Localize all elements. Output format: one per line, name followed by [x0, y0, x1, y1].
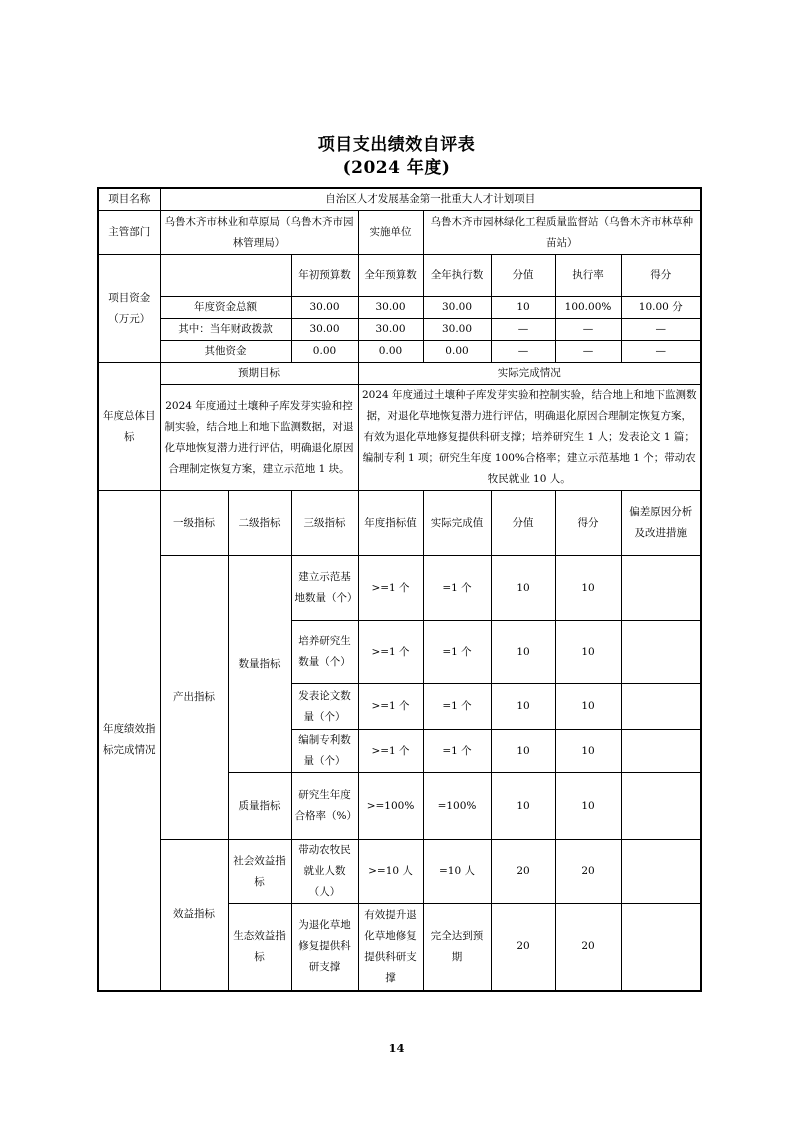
impl-label-cell: 实施单位: [358, 211, 423, 255]
funding-col-header-exec-rate: 执行率: [555, 255, 621, 297]
level3-indicator-cell: 培养研究生数量（个）: [291, 621, 358, 684]
funding-value-cell: 30.00: [423, 319, 491, 341]
funding-value-cell: —: [621, 319, 701, 341]
department-row: [98, 211, 701, 255]
funding-value-cell: 100.00%: [555, 297, 621, 319]
indicator-row: [98, 840, 701, 904]
level2-social-benefit-cell: 社会效益指标: [228, 840, 291, 904]
points-cell: 10: [491, 730, 555, 773]
dept-label-cell: 主管部门: [98, 211, 160, 255]
level2-eco-benefit-cell: 生态效益指标: [228, 904, 291, 991]
target-value-cell: 有效提升退化草地修复提供科研支撑: [358, 904, 423, 991]
document-title-block: [0, 134, 793, 180]
actual-goal-text-cell: 2024 年度通过土壤种子库发芽实验和控制实验，结合地上和地下监测数据，对退化草地恢复潜力进行评估，明确退化原因合理制定恢复方案，有效为退化草地修复提供科研支撑；培养研究生 1 人；发表论文 1 篇；编制专利 1 项；研究生年度 100%合格率；建立示范基地 1 个；带动农牧民就业 10 人。: [358, 385, 701, 491]
funding-header-row: [98, 255, 701, 297]
funding-col-header-initial-budget: 年初预算数: [291, 255, 358, 297]
target-value-cell: >=10 人: [358, 840, 423, 904]
actual-value-cell: =1 个: [423, 556, 491, 621]
indicator-col-header-level3: 三级指标: [291, 491, 358, 556]
indicators-section-label-cell: 年度绩效指标完成情况: [98, 491, 160, 991]
funding-value-cell: 0.00: [291, 341, 358, 363]
deviation-cell: [621, 684, 701, 730]
deviation-cell: [621, 773, 701, 840]
goal-text-row: [98, 385, 701, 491]
funding-value-cell: —: [555, 341, 621, 363]
target-value-cell: >=1 个: [358, 684, 423, 730]
funding-row-other: [98, 341, 701, 363]
funding-value-cell: 10: [491, 297, 555, 319]
points-cell: 20: [491, 840, 555, 904]
funding-value-cell: 30.00: [423, 297, 491, 319]
actual-value-cell: 完全达到预期: [423, 904, 491, 991]
deviation-cell: [621, 904, 701, 991]
funding-value-cell: —: [491, 341, 555, 363]
actual-value-cell: =1 个: [423, 621, 491, 684]
indicator-row: [98, 556, 701, 621]
funding-value-cell: 30.00: [358, 297, 423, 319]
actual-value-cell: =10 人: [423, 840, 491, 904]
level3-indicator-cell: 编制专利数量（个）: [291, 730, 358, 773]
points-cell: 20: [491, 904, 555, 991]
indicator-col-header-points: 分值: [491, 491, 555, 556]
level1-output-cell: 产出指标: [160, 556, 228, 840]
page-number: 14: [388, 1041, 405, 1055]
funding-row-label-cell: 年度资金总额: [160, 297, 291, 319]
page-title: 项目支出绩效自评表: [317, 135, 476, 155]
actual-value-cell: =100%: [423, 773, 491, 840]
level1-benefit-cell: 效益指标: [160, 840, 228, 991]
project-name-row: [98, 188, 701, 211]
funding-blank-cell: [160, 255, 291, 297]
indicator-col-header-level2: 二级指标: [228, 491, 291, 556]
score-cell: 10: [555, 773, 621, 840]
actual-value-cell: =1 个: [423, 730, 491, 773]
funding-value-cell: 0.00: [358, 341, 423, 363]
expected-goal-header-cell: 预期目标: [160, 363, 358, 385]
funding-value-cell: —: [621, 341, 701, 363]
target-value-cell: >=1 个: [358, 621, 423, 684]
funding-value-cell: —: [555, 319, 621, 341]
funding-col-header-points: 分值: [491, 255, 555, 297]
deviation-cell: [621, 556, 701, 621]
level3-indicator-cell: 研究生年度合格率（%）: [291, 773, 358, 840]
funding-row-label-cell: 其他资金: [160, 341, 291, 363]
level3-indicator-cell: 带动农牧民就业人数（人）: [291, 840, 358, 904]
impl-value-cell: 乌鲁木齐市园林绿化工程质量监督站（乌鲁木齐市林草种苗站）: [423, 211, 701, 255]
points-cell: 10: [491, 773, 555, 840]
actual-goal-header-cell: 实际完成情况: [358, 363, 701, 385]
page-subtitle: (2024 年度): [342, 158, 451, 178]
dept-value-cell: 乌鲁木齐市林业和草原局（乌鲁木齐市园林管理局）: [160, 211, 358, 255]
indicator-col-header-target: 年度指标值: [358, 491, 423, 556]
indicator-col-header-level1: 一级指标: [160, 491, 228, 556]
points-cell: 10: [491, 684, 555, 730]
funding-value-cell: 30.00: [291, 319, 358, 341]
score-cell: 20: [555, 904, 621, 991]
self-eval-table: [97, 187, 702, 992]
deviation-cell: [621, 840, 701, 904]
indicator-col-header-actual: 实际完成值: [423, 491, 491, 556]
funding-value-cell: —: [491, 319, 555, 341]
funding-value-cell: 30.00: [291, 297, 358, 319]
level2-quality-cell: 质量指标: [228, 773, 291, 840]
actual-value-cell: =1 个: [423, 684, 491, 730]
score-cell: 10: [555, 556, 621, 621]
level3-indicator-cell: 为退化草地修复提供科研支撑: [291, 904, 358, 991]
level3-indicator-cell: 建立示范基地数量（个）: [291, 556, 358, 621]
score-cell: 10: [555, 730, 621, 773]
goal-section-label-cell: 年度总体目标: [98, 363, 160, 491]
indicator-col-header-deviation: 偏差原因分析及改进措施: [621, 491, 701, 556]
level2-quantity-cell: 数量指标: [228, 556, 291, 773]
points-cell: 10: [491, 621, 555, 684]
score-cell: 10: [555, 621, 621, 684]
score-cell: 20: [555, 840, 621, 904]
funding-row-label-cell: 其中：当年财政拨款: [160, 319, 291, 341]
funding-section-label-cell: 项目资金（万元）: [98, 255, 160, 363]
funding-value-cell: 30.00: [358, 319, 423, 341]
indicator-header-row: [98, 491, 701, 556]
project-name-label-cell: 项目名称: [98, 188, 160, 211]
funding-row-fiscal: [98, 319, 701, 341]
funding-col-header-year-budget: 全年预算数: [358, 255, 423, 297]
expected-goal-text-cell: 2024 年度通过土壤种子库发芽实验和控制实验，结合地上和地下监测数据，对退化草地恢复潜力进行评估，明确退化原因合理制定恢复方案，建立示范地 1 块。: [160, 385, 358, 491]
target-value-cell: >=100%: [358, 773, 423, 840]
funding-value-cell: 10.00 分: [621, 297, 701, 319]
deviation-cell: [621, 730, 701, 773]
score-cell: 10: [555, 684, 621, 730]
points-cell: 10: [491, 556, 555, 621]
funding-value-cell: 0.00: [423, 341, 491, 363]
goal-header-row: [98, 363, 701, 385]
target-value-cell: >=1 个: [358, 730, 423, 773]
deviation-cell: [621, 621, 701, 684]
funding-col-header-score: 得分: [621, 255, 701, 297]
target-value-cell: >=1 个: [358, 556, 423, 621]
project-name-value-cell: 自治区人才发展基金第一批重大人才计划项目: [160, 188, 701, 211]
funding-col-header-executed: 全年执行数: [423, 255, 491, 297]
level3-indicator-cell: 发表论文数量（个）: [291, 684, 358, 730]
funding-row-total: [98, 297, 701, 319]
indicator-col-header-score: 得分: [555, 491, 621, 556]
